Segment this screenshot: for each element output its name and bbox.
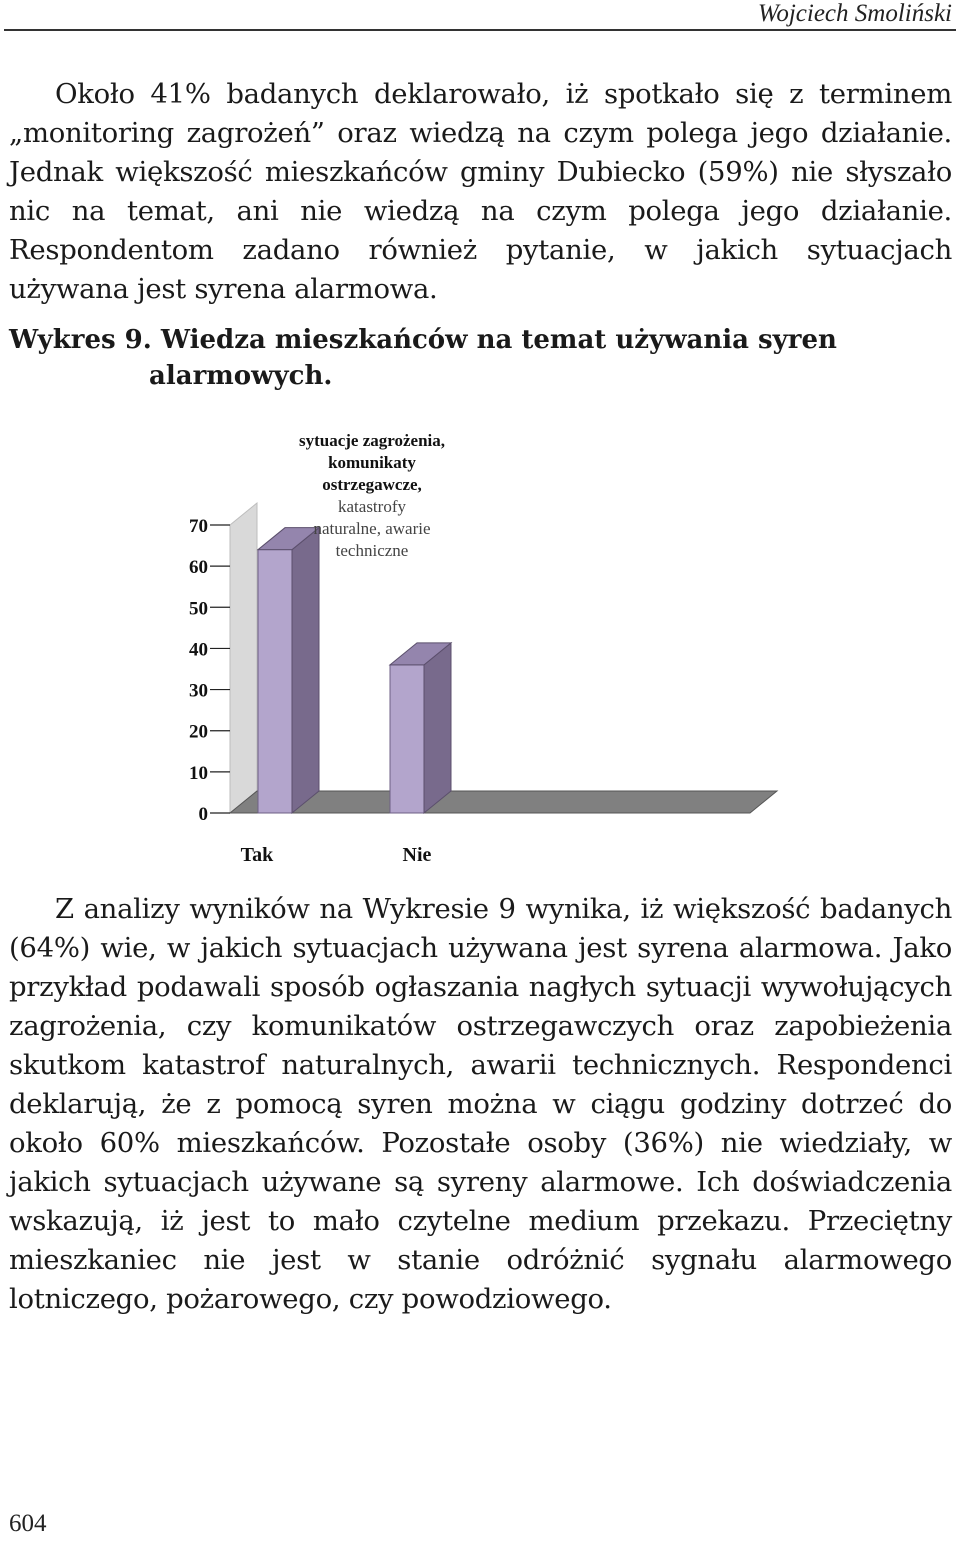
chart-back-wall (230, 503, 257, 813)
bar-nie-side (424, 643, 451, 813)
figure-caption-line2: alarmowych. (149, 361, 333, 391)
page-number: 604 (9, 1510, 47, 1537)
bar-tak-front (258, 550, 292, 813)
y-tick-label: 0 (198, 804, 208, 825)
figure-caption (9, 322, 929, 394)
chart-annotation-line: sytuacje zagrożenia, (298, 431, 446, 450)
header-rule (4, 29, 956, 31)
y-tick-label: 30 (189, 680, 208, 702)
chart-annotation-line: komunikaty (328, 453, 416, 472)
category-label: Tak (240, 844, 274, 866)
paragraph-intro-text: Około 41% badanych deklarowało, iż spotkało się z terminem „monitoring zagrożeń” oraz wiedzą na czym polega jego działanie. Jednak większość mieszkańców gminy Dubiecko (59%) nie słyszało nic na temat, ani nie wiedzą na czym polega jego działanie. Respondentom zadano również pytanie, w jakich sytuacjach używana jest syrena alarmowa. (9, 78, 952, 305)
paragraph-analysis (9, 890, 952, 1319)
y-tick-label: 70 (189, 516, 208, 537)
bar-chart (160, 420, 800, 870)
y-tick-label: 50 (189, 598, 208, 620)
running-header-author: Wojciech Smoliński (757, 0, 952, 27)
bar-nie-front (390, 665, 424, 813)
y-tick-label: 10 (189, 762, 208, 784)
paragraph-intro (9, 75, 952, 309)
y-tick-label: 60 (189, 557, 208, 579)
category-label: Nie (402, 844, 432, 866)
chart-annotation-line: naturalne, awarie (313, 519, 431, 538)
y-tick-label: 40 (189, 639, 208, 661)
chart-annotation-line: techniczne (335, 541, 409, 560)
y-tick-label: 20 (189, 721, 208, 743)
paragraph-analysis-text: Z analizy wyników na Wykresie 9 wynika, iż większość badanych (64%) wie, w jakich sytuacjach używana jest syrena alarmowa. Jako przykład podawali sposób ogłaszania nagłych sytuacji wywołujących zagrożenia, czy komunikatów ostrzegawczych oraz zapobieżenia skutkom katastrof naturalnych, awarii technicznych. Respondenci deklarują, że z pomocą syren można w ciągu godziny dotrzeć do około 60% mieszkańców. Pozostałe osoby (36%) nie wiedziały, w jakich sytuacjach używane są syreny alarmowe. Ich doświadczenia wskazują, iż jest to mało czytelne medium przekazu. Przeciętny mieszkaniec nie jest w stanie odróżnić sygnału alarmowego lotniczego, pożarowego, czy powodziowego. (9, 893, 952, 1315)
chart-annotation-line: katastrofy (338, 497, 406, 516)
bar-tak-side (292, 528, 319, 813)
chart-annotation-line: ostrzegawcze, (322, 475, 422, 494)
figure-caption-line1: Wykres 9. Wiedza mieszkańców na temat używania syren (9, 325, 837, 355)
chart-bars (258, 528, 451, 813)
